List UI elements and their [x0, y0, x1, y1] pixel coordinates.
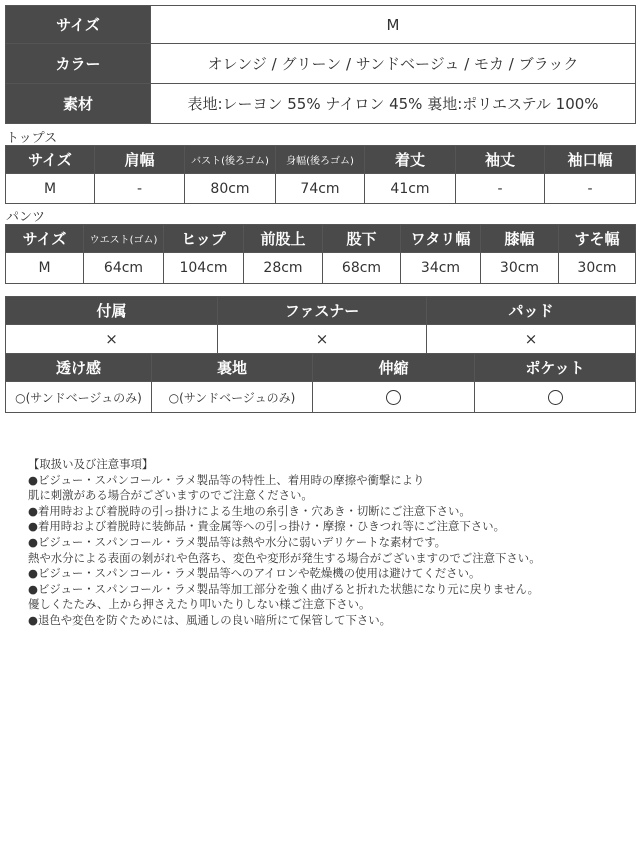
note-line: ●着用時および着脱時の引っ掛けによる生地の糸引き・穴あき・切断にご注意下さい。 — [28, 503, 471, 518]
pants-header-hem: すそ幅 — [559, 225, 636, 253]
pants-value-inseam: 68cm — [323, 253, 401, 284]
pants-section-label: パンツ — [6, 210, 46, 225]
note-line: ●着用時および着脱時に装飾品・貴金属等への引っ掛け・摩擦・ひきつれ等にご注意下さい。 — [28, 519, 505, 534]
pants-value-waist: 64cm — [84, 253, 164, 284]
value-sheerness: ○(サンドベージュのみ) — [6, 382, 152, 413]
color-label: カラー — [6, 44, 151, 84]
tops-value-body-width: 74cm — [276, 174, 365, 204]
header-pad: パッド — [427, 297, 636, 325]
pants-header-front-rise: 前股上 — [244, 225, 323, 253]
value-lining: ○(サンドベージュのみ) — [152, 382, 313, 413]
material-value: 表地:レーヨン 55% ナイロン 45% 裏地:ポリエステル 100% — [151, 84, 636, 124]
tops-header-body-width: 身幅(後ろゴム) — [276, 146, 365, 174]
header-stretch: 伸縮 — [313, 354, 475, 382]
pants-header-inseam: 股下 — [323, 225, 401, 253]
value-pocket — [475, 382, 636, 413]
pants-value-thigh: 34cm — [401, 253, 481, 284]
product-info-table — [5, 5, 636, 124]
pants-value-front-rise: 28cm — [244, 253, 323, 284]
care-notes — [28, 457, 541, 629]
header-lining: 裏地 — [152, 354, 313, 382]
tops-value-size: M — [6, 174, 95, 204]
header-fastener: ファスナー — [218, 297, 427, 325]
tops-header-cuff: 袖口幅 — [545, 146, 636, 174]
pants-header-knee: 膝幅 — [481, 225, 559, 253]
note-line: ●ビジュー・スパンコール・ラメ製品等加工部分を強く曲げると折れた状態になり元に戻りません。 — [28, 581, 540, 596]
note-line: 優しくたたみ、上から押さえたり叩いたりしない様ご注意下さい。 — [28, 597, 371, 612]
color-value: オレンジ / グリーン / サンドベージュ / モカ / ブラック — [151, 44, 636, 84]
pants-value-hem: 30cm — [559, 253, 636, 284]
tops-value-sleeve: - — [456, 174, 545, 204]
circle-mark-icon — [548, 390, 563, 405]
note-line: ●ビジュー・スパンコール・ラメ製品等は熱や水分に弱いデリケートな素材です。 — [28, 534, 447, 549]
details-table-2 — [5, 353, 636, 413]
value-accessories: × — [6, 325, 218, 354]
note-line: ●ビジュー・スパンコール・ラメ製品等の特性上、着用時の摩擦や衝撃により — [28, 472, 425, 487]
pants-value-hip: 104cm — [164, 253, 244, 284]
header-sheerness: 透け感 — [6, 354, 152, 382]
size-value: M — [151, 6, 636, 44]
pants-header-waist: ウエスト(ゴム) — [84, 225, 164, 253]
tops-value-length: 41cm — [365, 174, 456, 204]
tops-value-cuff: - — [545, 174, 636, 204]
pants-header-hip: ヒップ — [164, 225, 244, 253]
note-line: 肌に刺激がある場合がございますのでご注意ください。 — [28, 488, 313, 503]
note-line: ●ビジュー・スパンコール・ラメ製品等へのアイロンや乾燥機の使用は避けてください。 — [28, 566, 481, 581]
value-pad: × — [427, 325, 636, 354]
tops-value-shoulder: - — [95, 174, 185, 204]
header-pocket: ポケット — [475, 354, 636, 382]
material-label: 素材 — [6, 84, 151, 124]
tops-header-length: 着丈 — [365, 146, 456, 174]
pants-header-size: サイズ — [6, 225, 84, 253]
details-table-1 — [5, 296, 636, 354]
header-accessories: 付属 — [6, 297, 218, 325]
tops-size-table — [5, 145, 636, 204]
notes-title: 【取扱い及び注意事項】 — [28, 457, 154, 471]
size-label: サイズ — [6, 6, 151, 44]
tops-header-bust: バスト(後ろゴム) — [185, 146, 276, 174]
tops-section-label: トップス — [6, 131, 58, 146]
tops-header-sleeve: 袖丈 — [456, 146, 545, 174]
pants-header-thigh: ワタリ幅 — [401, 225, 481, 253]
pants-value-size: M — [6, 253, 84, 284]
pants-size-table — [5, 224, 636, 284]
value-fastener: × — [218, 325, 427, 354]
pants-value-knee: 30cm — [481, 253, 559, 284]
tops-value-bust: 80cm — [185, 174, 276, 204]
tops-header-shoulder: 肩幅 — [95, 146, 185, 174]
value-stretch — [313, 382, 475, 413]
circle-mark-icon — [386, 390, 401, 405]
note-line: ●退色や変色を防ぐためには、風通しの良い暗所にて保管して下さい。 — [28, 612, 392, 627]
tops-header-size: サイズ — [6, 146, 95, 174]
note-line: 熱や水分による表面の剝がれや色落ち、変色や変形が発生する場合がございますのでご注意下さい。 — [28, 550, 541, 565]
